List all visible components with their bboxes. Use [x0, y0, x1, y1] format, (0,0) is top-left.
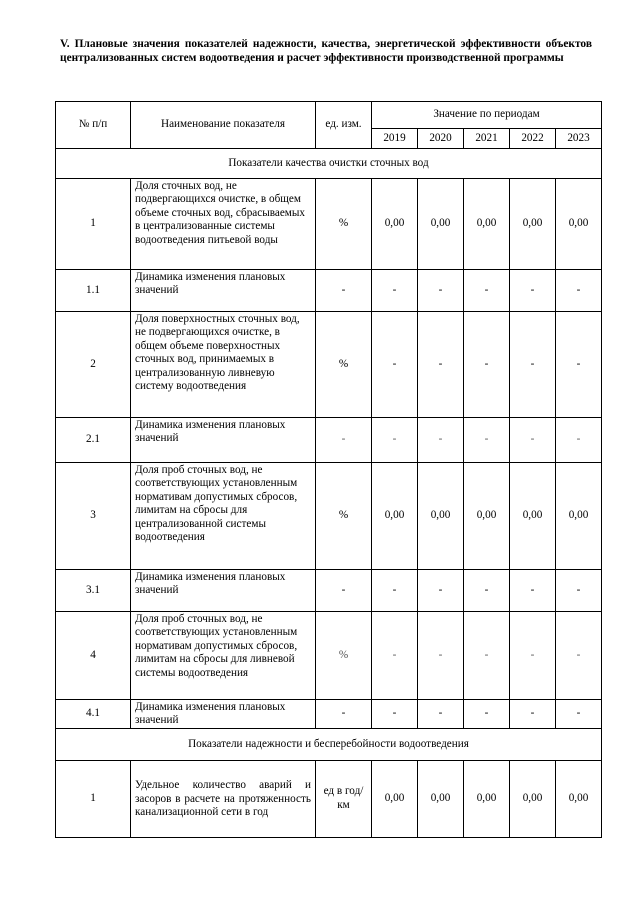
row-value: -	[510, 612, 556, 700]
row-num: 1.1	[56, 270, 131, 312]
table-row	[56, 760, 602, 837]
row-value: -	[418, 700, 464, 729]
row-num: 4	[56, 612, 131, 700]
header-year: 2020	[418, 129, 464, 149]
row-unit: %	[316, 179, 372, 270]
table-row	[56, 700, 602, 729]
row-num: 2.1	[56, 418, 131, 463]
header-year: 2021	[464, 129, 510, 149]
row-value: -	[510, 312, 556, 418]
header-unit: ед. изм.	[316, 102, 372, 149]
row-value: 0,00	[372, 463, 418, 570]
row-value: -	[556, 418, 602, 463]
row-value: 0,00	[556, 760, 602, 837]
row-value: -	[418, 270, 464, 312]
row-value: -	[464, 700, 510, 729]
row-value: -	[556, 700, 602, 729]
row-value: -	[556, 570, 602, 612]
row-value: -	[372, 418, 418, 463]
row-unit: ед в год/ км	[316, 760, 372, 837]
row-value: -	[556, 270, 602, 312]
row-value: 0,00	[418, 463, 464, 570]
row-value: 0,00	[464, 463, 510, 570]
row-value: -	[556, 612, 602, 700]
row-value: -	[372, 270, 418, 312]
row-value: 0,00	[510, 179, 556, 270]
row-value: -	[464, 570, 510, 612]
header-num: № п/п	[56, 102, 131, 149]
header-row	[56, 102, 602, 129]
row-value: -	[372, 312, 418, 418]
table-row	[56, 463, 602, 570]
row-value: -	[372, 570, 418, 612]
row-value: 0,00	[510, 463, 556, 570]
row-value: -	[418, 612, 464, 700]
row-unit: -	[316, 700, 372, 729]
row-name: Динамика изменения плановых значений	[131, 700, 316, 729]
row-value: -	[510, 700, 556, 729]
table-row	[56, 179, 602, 270]
row-value: -	[510, 570, 556, 612]
row-name: Доля проб сточных вод, не соответствующих установленным нормативам допустимых сбросов, лимитам на сбросы для ливневой системы водоотведения	[131, 612, 316, 700]
row-num: 3	[56, 463, 131, 570]
row-name: Динамика изменения плановых значений	[131, 270, 316, 312]
section-title: Показатели надежности и бесперебойности водоотведения	[56, 728, 602, 760]
row-value: 0,00	[464, 179, 510, 270]
table-row	[56, 570, 602, 612]
row-value: 0,00	[556, 179, 602, 270]
section-title: Показатели качества очистки сточных вод	[56, 149, 602, 179]
header-year: 2022	[510, 129, 556, 149]
row-value: -	[556, 312, 602, 418]
row-name: Динамика изменения плановых значений	[131, 570, 316, 612]
row-value: -	[464, 418, 510, 463]
row-value: 0,00	[510, 760, 556, 837]
row-name: Доля сточных вод, не подвергающихся очистке, в общем объеме сточных вод, сбрасываемых в централизованные системы водоотведения питьевой воды	[131, 179, 316, 270]
row-value: -	[510, 418, 556, 463]
row-unit: %	[316, 612, 372, 700]
row-unit: %	[316, 312, 372, 418]
row-value: -	[372, 700, 418, 729]
table-row	[56, 612, 602, 700]
row-name: Удельное количество аварий и засоров в расчете на протяженность канализационной сети в год	[131, 760, 316, 837]
row-unit: -	[316, 270, 372, 312]
row-unit: -	[316, 570, 372, 612]
header-name: Наименование показателя	[131, 102, 316, 149]
row-value: 0,00	[556, 463, 602, 570]
row-name: Динамика изменения плановых значений	[131, 418, 316, 463]
row-num: 4.1	[56, 700, 131, 729]
row-unit: %	[316, 463, 372, 570]
header-year: 2023	[556, 129, 602, 149]
row-value: -	[418, 570, 464, 612]
row-value: -	[418, 418, 464, 463]
row-value: -	[418, 312, 464, 418]
row-value: 0,00	[418, 760, 464, 837]
row-num: 1	[56, 179, 131, 270]
table-row	[56, 418, 602, 463]
table-row	[56, 312, 602, 418]
row-value: -	[510, 270, 556, 312]
row-value: -	[464, 612, 510, 700]
header-year: 2019	[372, 129, 418, 149]
row-value: 0,00	[372, 760, 418, 837]
header-periods: Значение по периодам	[372, 102, 602, 129]
table-row	[56, 270, 602, 312]
row-num: 3.1	[56, 570, 131, 612]
row-num: 2	[56, 312, 131, 418]
section-row	[56, 149, 602, 179]
row-name: Доля поверхностных сточных вод, не подвергающихся очистке, в общем объеме поверхностных сточных вод, принимаемых в централизованную ливневую систему водоотведения	[131, 312, 316, 418]
row-value: -	[372, 612, 418, 700]
section-row	[56, 728, 602, 760]
row-value: -	[464, 270, 510, 312]
row-num: 1	[56, 760, 131, 837]
row-unit: -	[316, 418, 372, 463]
row-value: 0,00	[464, 760, 510, 837]
row-value: 0,00	[372, 179, 418, 270]
page-heading: V. Плановые значения показателей надежности, качества, энергетической эффективности объектов централизованных систем водоотведения и расчет эффективности производственной программы	[60, 38, 592, 64]
row-value: -	[464, 312, 510, 418]
indicators-table	[55, 101, 602, 838]
row-name: Доля проб сточных вод, не соответствующих установленным нормативам допустимых сбросов, лимитам на сбросы для централизованной системы водоотведения	[131, 463, 316, 570]
row-value: 0,00	[418, 179, 464, 270]
